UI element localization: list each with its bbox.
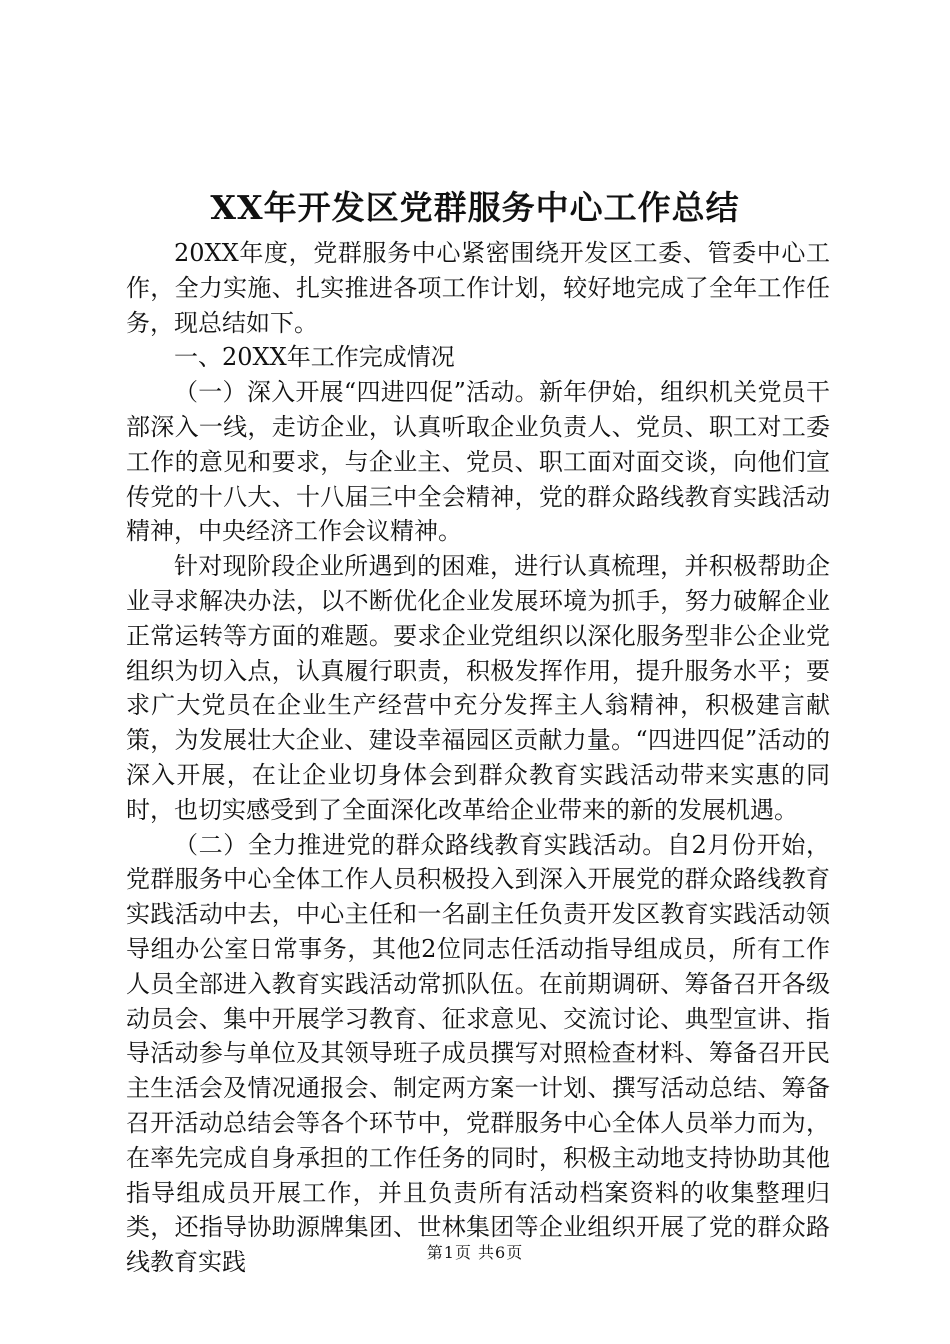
body-paragraph-2: 针对现阶段企业所遇到的困难，进行认真梳理，并积极帮助企业寻求解决办法，以不断优化企业发展环境为抓手，努力破解企业正常运转等方面的难题。要求企业党组织以深化服务型非公企业党组织为切入点，认真履行职责，积极发挥作用，提升服务水平；要求广大党员在企业生产经营中充分发挥主人翁精神，积极建言献策，为发展壮大企业、建设幸福园区贡献力量。“四进四促”活动的深入开展，在让企业切身体会到群众教育实践活动带来实惠的同时，也切实感受到了全面深化改革给企业带来的新的发展机遇。: [126, 552, 830, 824]
page-footer: 第1页 共6页: [426, 1243, 524, 1262]
subsection-paragraph-1: （一）深入开展“四进四促”活动。新年伊始，组织机关党员干部深入一线，走访企业，认真听取企业负责人、党员、职工对工委工作的意见和要求，与企业主、党员、职工面对面交谈，向他们宣传党的十八大、十八届三中全会精神，党的群众路线教育实践活动精神，中央经济工作会议精神。: [126, 378, 830, 546]
section-heading: 一、20XX年工作完成情况: [174, 343, 455, 372]
document-title: XX年开发区党群服务中心工作总结: [210, 188, 740, 227]
subsection-paragraph-2: （二）全力推进党的群众路线教育实践活动。自2月份开始，党群服务中心全体工作人员积极投入到深入开展党的群众路线教育实践活动中去，中心主任和一名副主任负责开发区教育实践活动领导组办公室日常事务，其他2位同志任活动指导组成员，所有工作人员全部进入教育实践活动常抓队伍。在前期调研、筹备召开各级动员会、集中开展学习教育、征求意见、交流讨论、典型宣讲、指导活动参与单位及其领导班子成员撰写对照检查材料、筹备召开民主生活会及情况通报会、制定两方案一计划、撰写活动总结、筹备召开活动总结会等各个环节中，党群服务中心全体人员举力而为，在率先完成自身承担的工作任务的同时，积极主动地支持协助其他指导组成员开展工作，并且负责所有活动档案资料的收集整理归类，还指导协助源牌集团、世林集团等企业组织开展了党的群众路线教育实践: [126, 830, 830, 1277]
document-body: [126, 236, 830, 1280]
intro-paragraph: 20XX年度，党群服务中心紧密围绕开发区工委、管委中心工作，全力实施、扎实推进各项工作计划，较好地完成了全年工作任务，现总结如下。: [126, 239, 830, 337]
